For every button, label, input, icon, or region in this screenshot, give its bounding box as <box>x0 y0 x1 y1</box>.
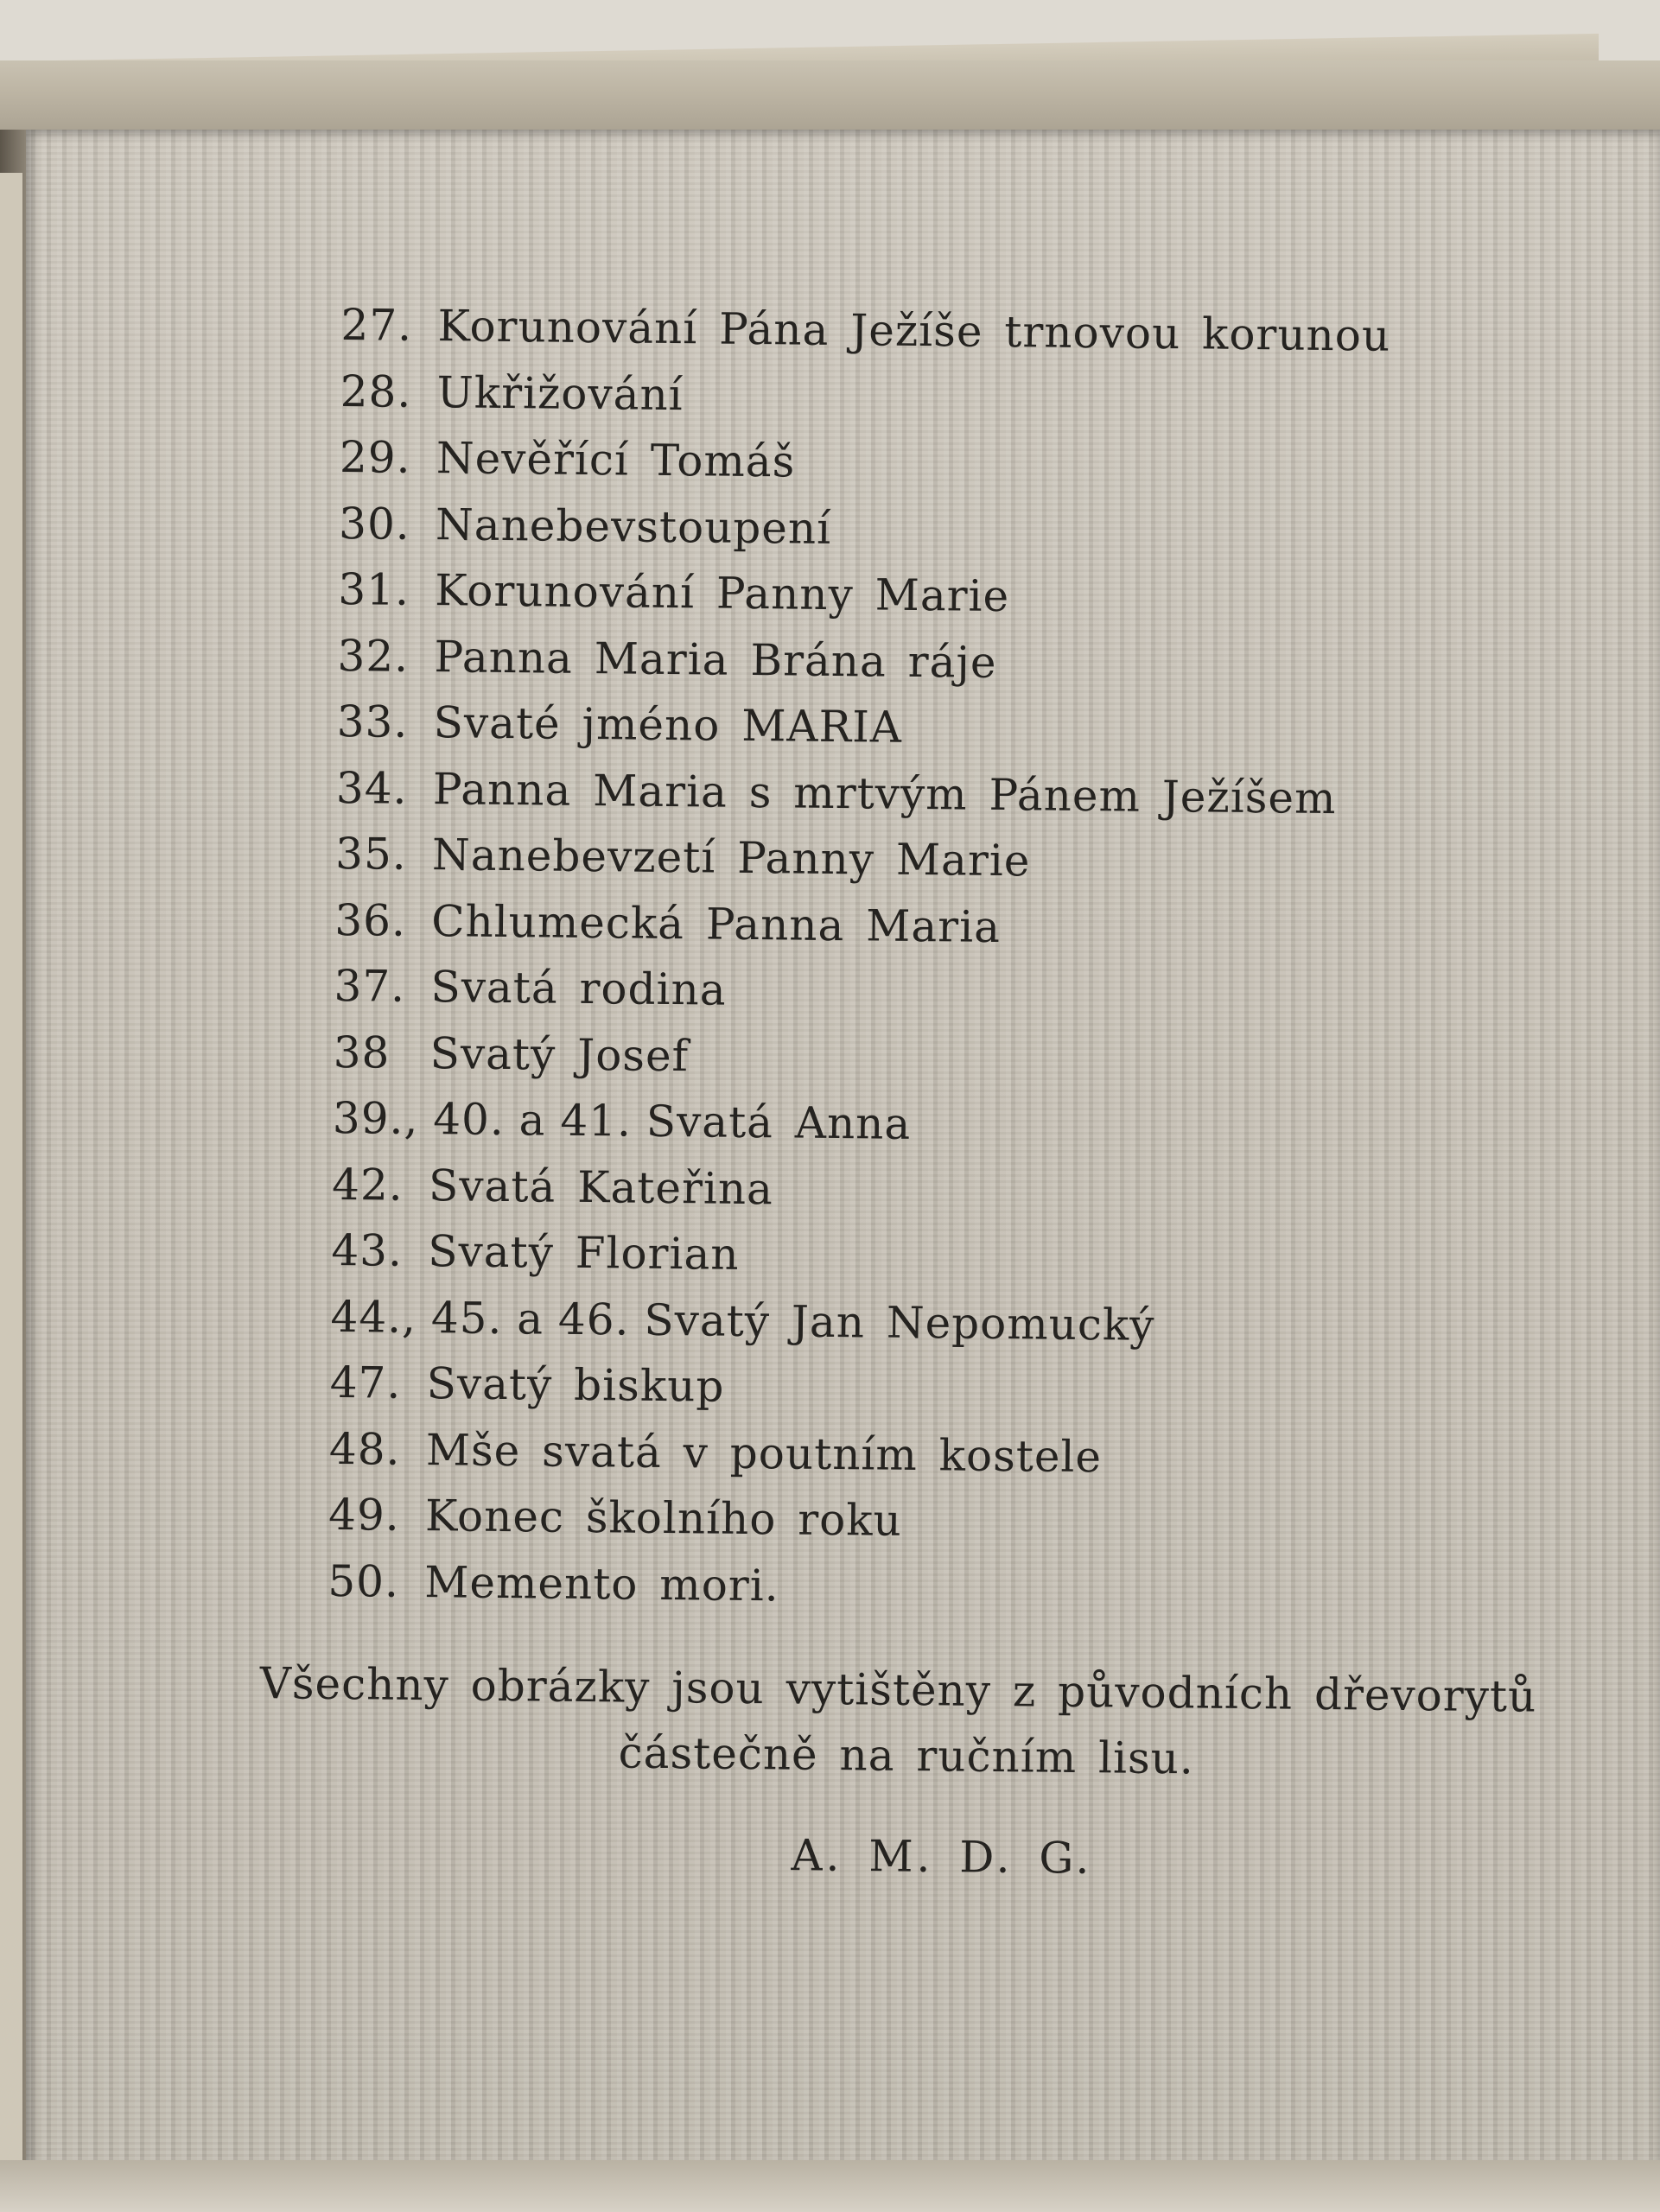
list-item: 44., 45. a 46. Svatý Jan Nepomucký <box>330 1291 1155 1351</box>
printing-note-line-1: Všechny obrázky jsou vytištěny z původních dřevorytů <box>259 1658 1537 1722</box>
list-item: 30. Nanebevstoupení <box>338 498 832 554</box>
list-item: 42. Svatá Kateřina <box>331 1159 774 1214</box>
list-item: 49. Konec školního roku <box>328 1489 903 1546</box>
list-item: 33. Svaté jméno MARIA <box>336 696 903 753</box>
list-item: 31. Korunování Panny Marie <box>338 563 1010 622</box>
closing-motto: A. M. D. G. <box>791 1830 1093 1884</box>
list-item: 32. Panna Maria Brána ráje <box>337 630 997 688</box>
list-item: 29. Nevěřící Tomáš <box>339 431 796 487</box>
printing-note <box>249 1650 1547 1796</box>
list-item: 27. Korunování Pána Ježíše trnovou korunou <box>340 299 1391 361</box>
list-item: 47. Svatý biskup <box>329 1357 725 1412</box>
contents-list <box>328 292 1465 1626</box>
list-item: 38 Svatý Josef <box>333 1027 690 1081</box>
printing-note-line-2: částečně na ručním lisu. <box>618 1727 1195 1784</box>
list-item: 39., 40. a 41. Svatá Anna <box>332 1092 912 1149</box>
list-item: 35. Nanebevzetí Panny Marie <box>334 828 1031 887</box>
list-item: 50. Memento mori. <box>328 1555 779 1611</box>
list-item: 28. Ukřižování <box>340 365 684 420</box>
list-item: 37. Svatá rodina <box>334 960 727 1015</box>
list-item: 34. Panna Maria s mrtvým Pánem Ježíšem <box>335 762 1337 823</box>
list-item: 48. Mše svatá v poutním kostele <box>328 1423 1103 1482</box>
list-item: 36. Chlumecká Panna Maria <box>334 894 1002 952</box>
list-item: 43. Svatý Florian <box>331 1224 740 1280</box>
